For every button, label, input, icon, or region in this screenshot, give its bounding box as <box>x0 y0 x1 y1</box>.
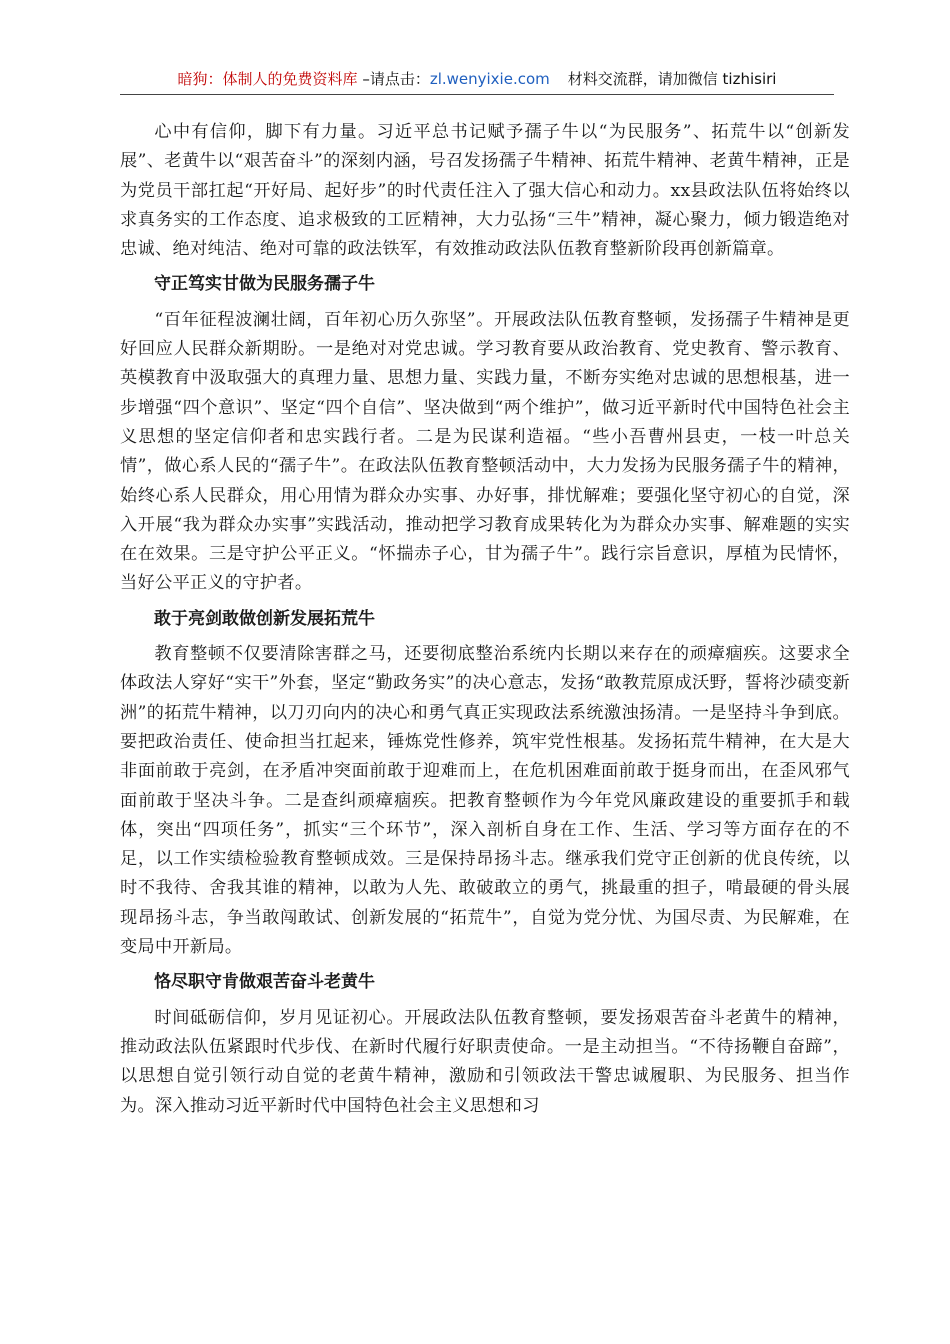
header-brand: 暗狗：体制人的免费资料库 <box>177 70 358 88</box>
intro-paragraph: 心中有信仰，脚下有力量。习近平总书记赋予孺子牛以“为民服务”、拓荒牛以“创新发展”、老黄牛以“艰苦奋斗”的深刻内涵，号召发扬孺子牛精神、拓荒牛精神、老黄牛精神，正是为党员干部扛起“开好局、起好步”的时代责任注入了强大信心和动力。xx县政法队伍将始终以求真务实的工作态度、追求极致的工匠精神，大力弘扬“三牛”精神，凝心聚力，倾力锻造绝对忠诚、绝对纯洁、绝对可靠的政法铁军，有效推动政法队伍教育整新阶段再创新篇章。 <box>120 122 850 260</box>
section-heading-1: 守正笃实甘做为民服务孺子牛 <box>154 274 375 295</box>
document-body <box>120 118 850 1121</box>
section-paragraph-1: “百年征程波澜壮阔，百年初心历久弥坚”。开展政法队伍教育整顿，发扬孺子牛精神是更好回应人民群众新期盼。一是绝对对党忠诚。学习教育要从政治教育、党史教育、警示教育、英模教育中汲取强大的真理力量、思想力量、实践力量，不断夯实绝对忠诚的思想根基，进一步增强“四个意识”、坚定“四个自信”、坚决做到“两个维护”，做习近平新时代中国特色社会主义思想的坚定信仰者和忠实践行者。二是为民谋利造福。“些小吾曹州县吏，一枝一叶总关情”，做心系人民的“孺子牛”。在政法队伍教育整顿活动中，大力发扬为民服务孺子牛的精神，始终心系人民群众，用心用情为群众办实事、办好事，排忧解难；要强化坚守初心的自觉，深入开展“我为群众办实事”实践活动，推动把学习教育成果转化为为群众办实事、解难题的实实在在效果。三是守护公平正义。“怀揣赤子心，甘为孺子牛”。践行宗旨意识，厚植为民情怀，当好公平正义的守护者。 <box>120 309 850 594</box>
section-paragraph-2: 教育整顿不仅要清除害群之马，还要彻底整治系统内长期以来存在的顽瘴痼疾。这要求全体政法人穿好“实干”外套，坚定“勤政务实”的决心意志，发扬“敢教荒原成沃野，誓将沙碛变新洲”的拓荒牛精神，以刀刃向内的决心和勇气真正实现政法系统激浊扬清。一是坚持斗争到底。要把政治责任、使命担当扛起来，锤炼党性修养，筑牢党性根基。发扬拓荒牛精神，在大是大非面前敢于亮剑，在矛盾冲突面前敢于迎难而上，在危机困难面前敢于挺身而出，在歪风邪气面前敢于坚决斗争。二是查纠顽瘴痼疾。把教育整顿作为今年党风廉政建设的重要抓手和载体，突出“四项任务”，抓实“三个环节”，深入剖析自身在工作、生活、学习等方面存在的不足，以工作实绩检验教育整顿成效。三是保持昂扬斗志。继承我们党守正创新的优良传统，以时不我待、舍我其谁的精神，以敢为人先、敢破敢立的勇气，挑最重的担子，啃最硬的骨头展现昂扬斗志，争当敢闯敢试、创新发展的“拓荒牛”，自觉为党分忧、为国尽责、为民解难，在变局中开新局。 <box>120 644 850 958</box>
section-paragraph-3: 时间砥砺信仰，岁月见证初心。开展政法队伍教育整顿，要发扬艰苦奋斗老黄牛的精神，推动政法队伍紧跟时代步伐、在新时代履行好职责使命。一是主动担当。“不待扬鞭自奋蹄”，以思想自觉引领行动自觉的老黄牛精神，激励和引领政法干警忠诚履职、为民服务、担当作为。深入推动习近平新时代中国特色社会主义思想和习 <box>120 1007 850 1116</box>
page-header <box>120 66 834 95</box>
header-link-prefix: –请点击： <box>357 70 430 88</box>
section-heading-2: 敢于亮剑敢做创新发展拓荒牛 <box>154 608 375 629</box>
section-heading-3: 恪尽职守肯做艰苦奋斗老黄牛 <box>154 972 375 993</box>
header-url-link[interactable]: zl.wenyixie.com <box>429 70 550 88</box>
header-contact: 材料交流群，请加微信 tizhisiri <box>567 70 777 88</box>
